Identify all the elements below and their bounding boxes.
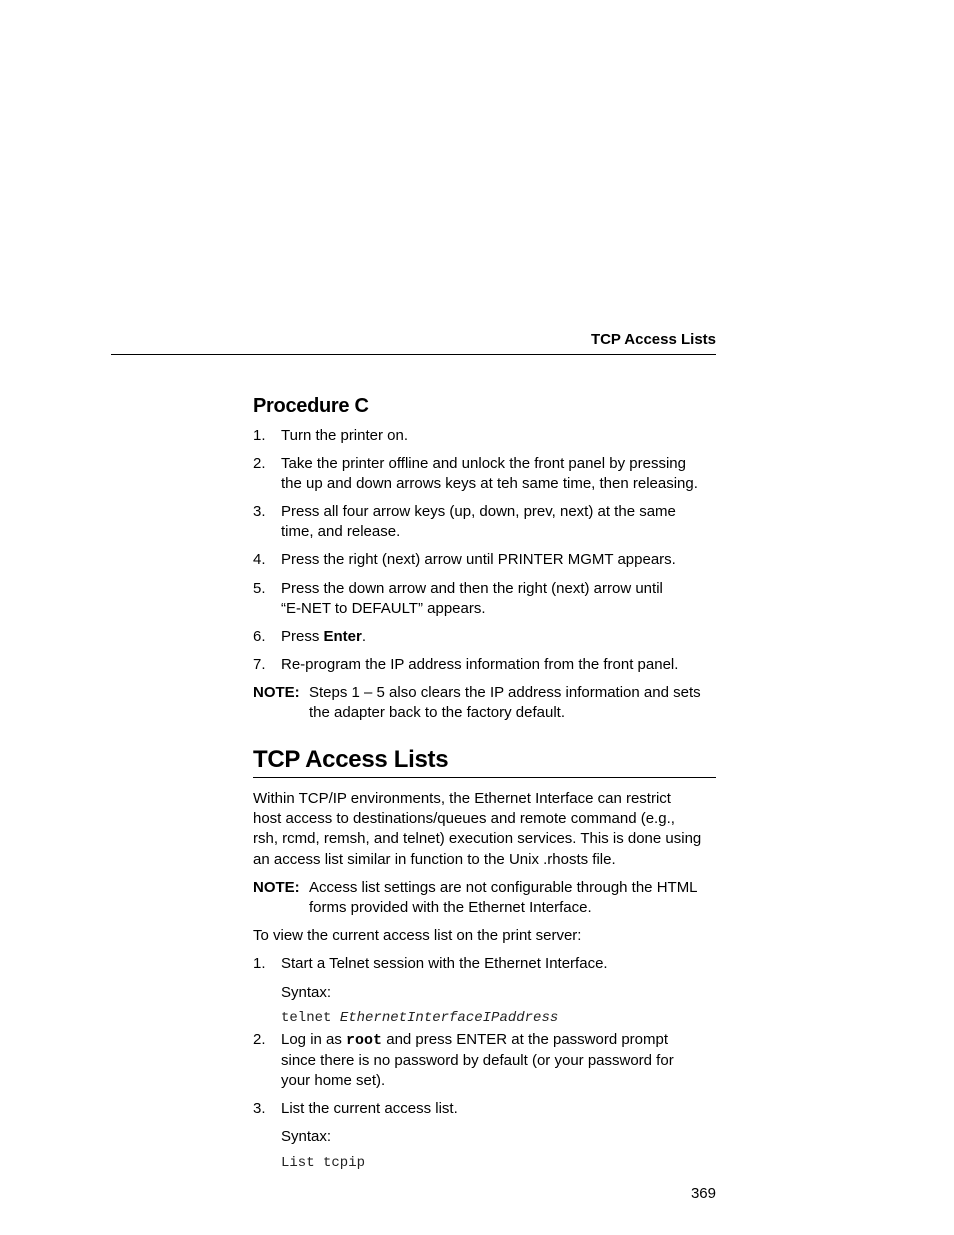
step-number: 3. [253, 503, 266, 520]
note-label: NOTE: [253, 684, 300, 701]
step-number: 1. [253, 427, 266, 444]
step-text: Take the printer offline and unlock the front panel by pressing [281, 455, 686, 472]
code-argument: EthernetInterfaceIPaddress [339, 1010, 559, 1026]
step-text: the up and down arrows keys at teh same time, then releasing. [281, 475, 698, 492]
step-text: Press the right (next) arrow until PRINTER MGMT appears. [281, 551, 676, 568]
running-header-title: TCP Access Lists [590, 331, 716, 348]
note-text: the adapter back to the factory default. [309, 704, 565, 721]
step-text: Re-program the IP address information from the front panel. [281, 656, 679, 673]
note-text: Access list settings are not configurable through the HTML [309, 879, 698, 896]
syntax-label: Syntax: [281, 1128, 332, 1145]
note-text: Steps 1 – 5 also clears the IP address information and sets [309, 684, 701, 701]
intro-paragraph-line: an access list similar in function to the Unix .rhosts file. [253, 851, 616, 868]
step-text: since there is no password by default (or your password for [281, 1052, 674, 1069]
step-text [281, 627, 366, 648]
view-intro: To view the current access list on the print server: [253, 927, 582, 944]
step-number: 3. [253, 1100, 266, 1117]
page-number: 369 [690, 1185, 716, 1202]
step-number: 2. [253, 455, 266, 472]
code-telnet-command [281, 1010, 558, 1026]
step-text: Turn the printer on. [281, 427, 409, 444]
step-text: your home set). [281, 1072, 386, 1089]
step-number: 2. [253, 1031, 266, 1048]
step-text [281, 1030, 668, 1052]
step-number: 1. [253, 955, 266, 972]
section-rule [253, 777, 716, 778]
step-number: 6. [253, 628, 266, 645]
code-list-command: List tcpip [281, 1155, 366, 1171]
syntax-label: Syntax: [281, 984, 332, 1001]
step-number: 7. [253, 656, 266, 673]
note-text: forms provided with the Ethernet Interface. [309, 899, 592, 916]
procedure-c-heading: Procedure C [253, 395, 369, 417]
step-text-suffix: and press ENTER at the password prompt [382, 1031, 669, 1048]
tcp-access-lists-heading: TCP Access Lists [253, 746, 449, 773]
code-command: telnet [281, 1010, 340, 1026]
step-text-suffix: . [361, 628, 367, 645]
step-text: Press all four arrow keys (up, down, prev, next) at the same [281, 503, 676, 520]
step-text: Press the down arrow and then the right (next) arrow until [281, 580, 663, 597]
step-number: 5. [253, 580, 266, 597]
step-text-prefix: Press [281, 628, 324, 645]
enter-key-label: Enter [323, 628, 362, 645]
step-number: 4. [253, 551, 266, 568]
note-label: NOTE: [253, 879, 300, 896]
step-text: “E-NET to DEFAULT” appears. [281, 600, 486, 617]
step-text: Start a Telnet session with the Ethernet Interface. [281, 955, 608, 972]
intro-paragraph-line: Within TCP/IP environments, the Ethernet Interface can restrict [253, 790, 671, 807]
step-text-prefix: Log in as [281, 1031, 347, 1048]
step-text: List the current access list. [281, 1100, 458, 1117]
intro-paragraph-line: rsh, rcmd, remsh, and telnet) execution services. This is done using [253, 830, 702, 847]
intro-paragraph-line: host access to destinations/queues and remote command (e.g., [253, 810, 675, 827]
root-user-code: root [346, 1032, 383, 1049]
step-text: time, and release. [281, 523, 401, 540]
header-rule [111, 354, 716, 355]
